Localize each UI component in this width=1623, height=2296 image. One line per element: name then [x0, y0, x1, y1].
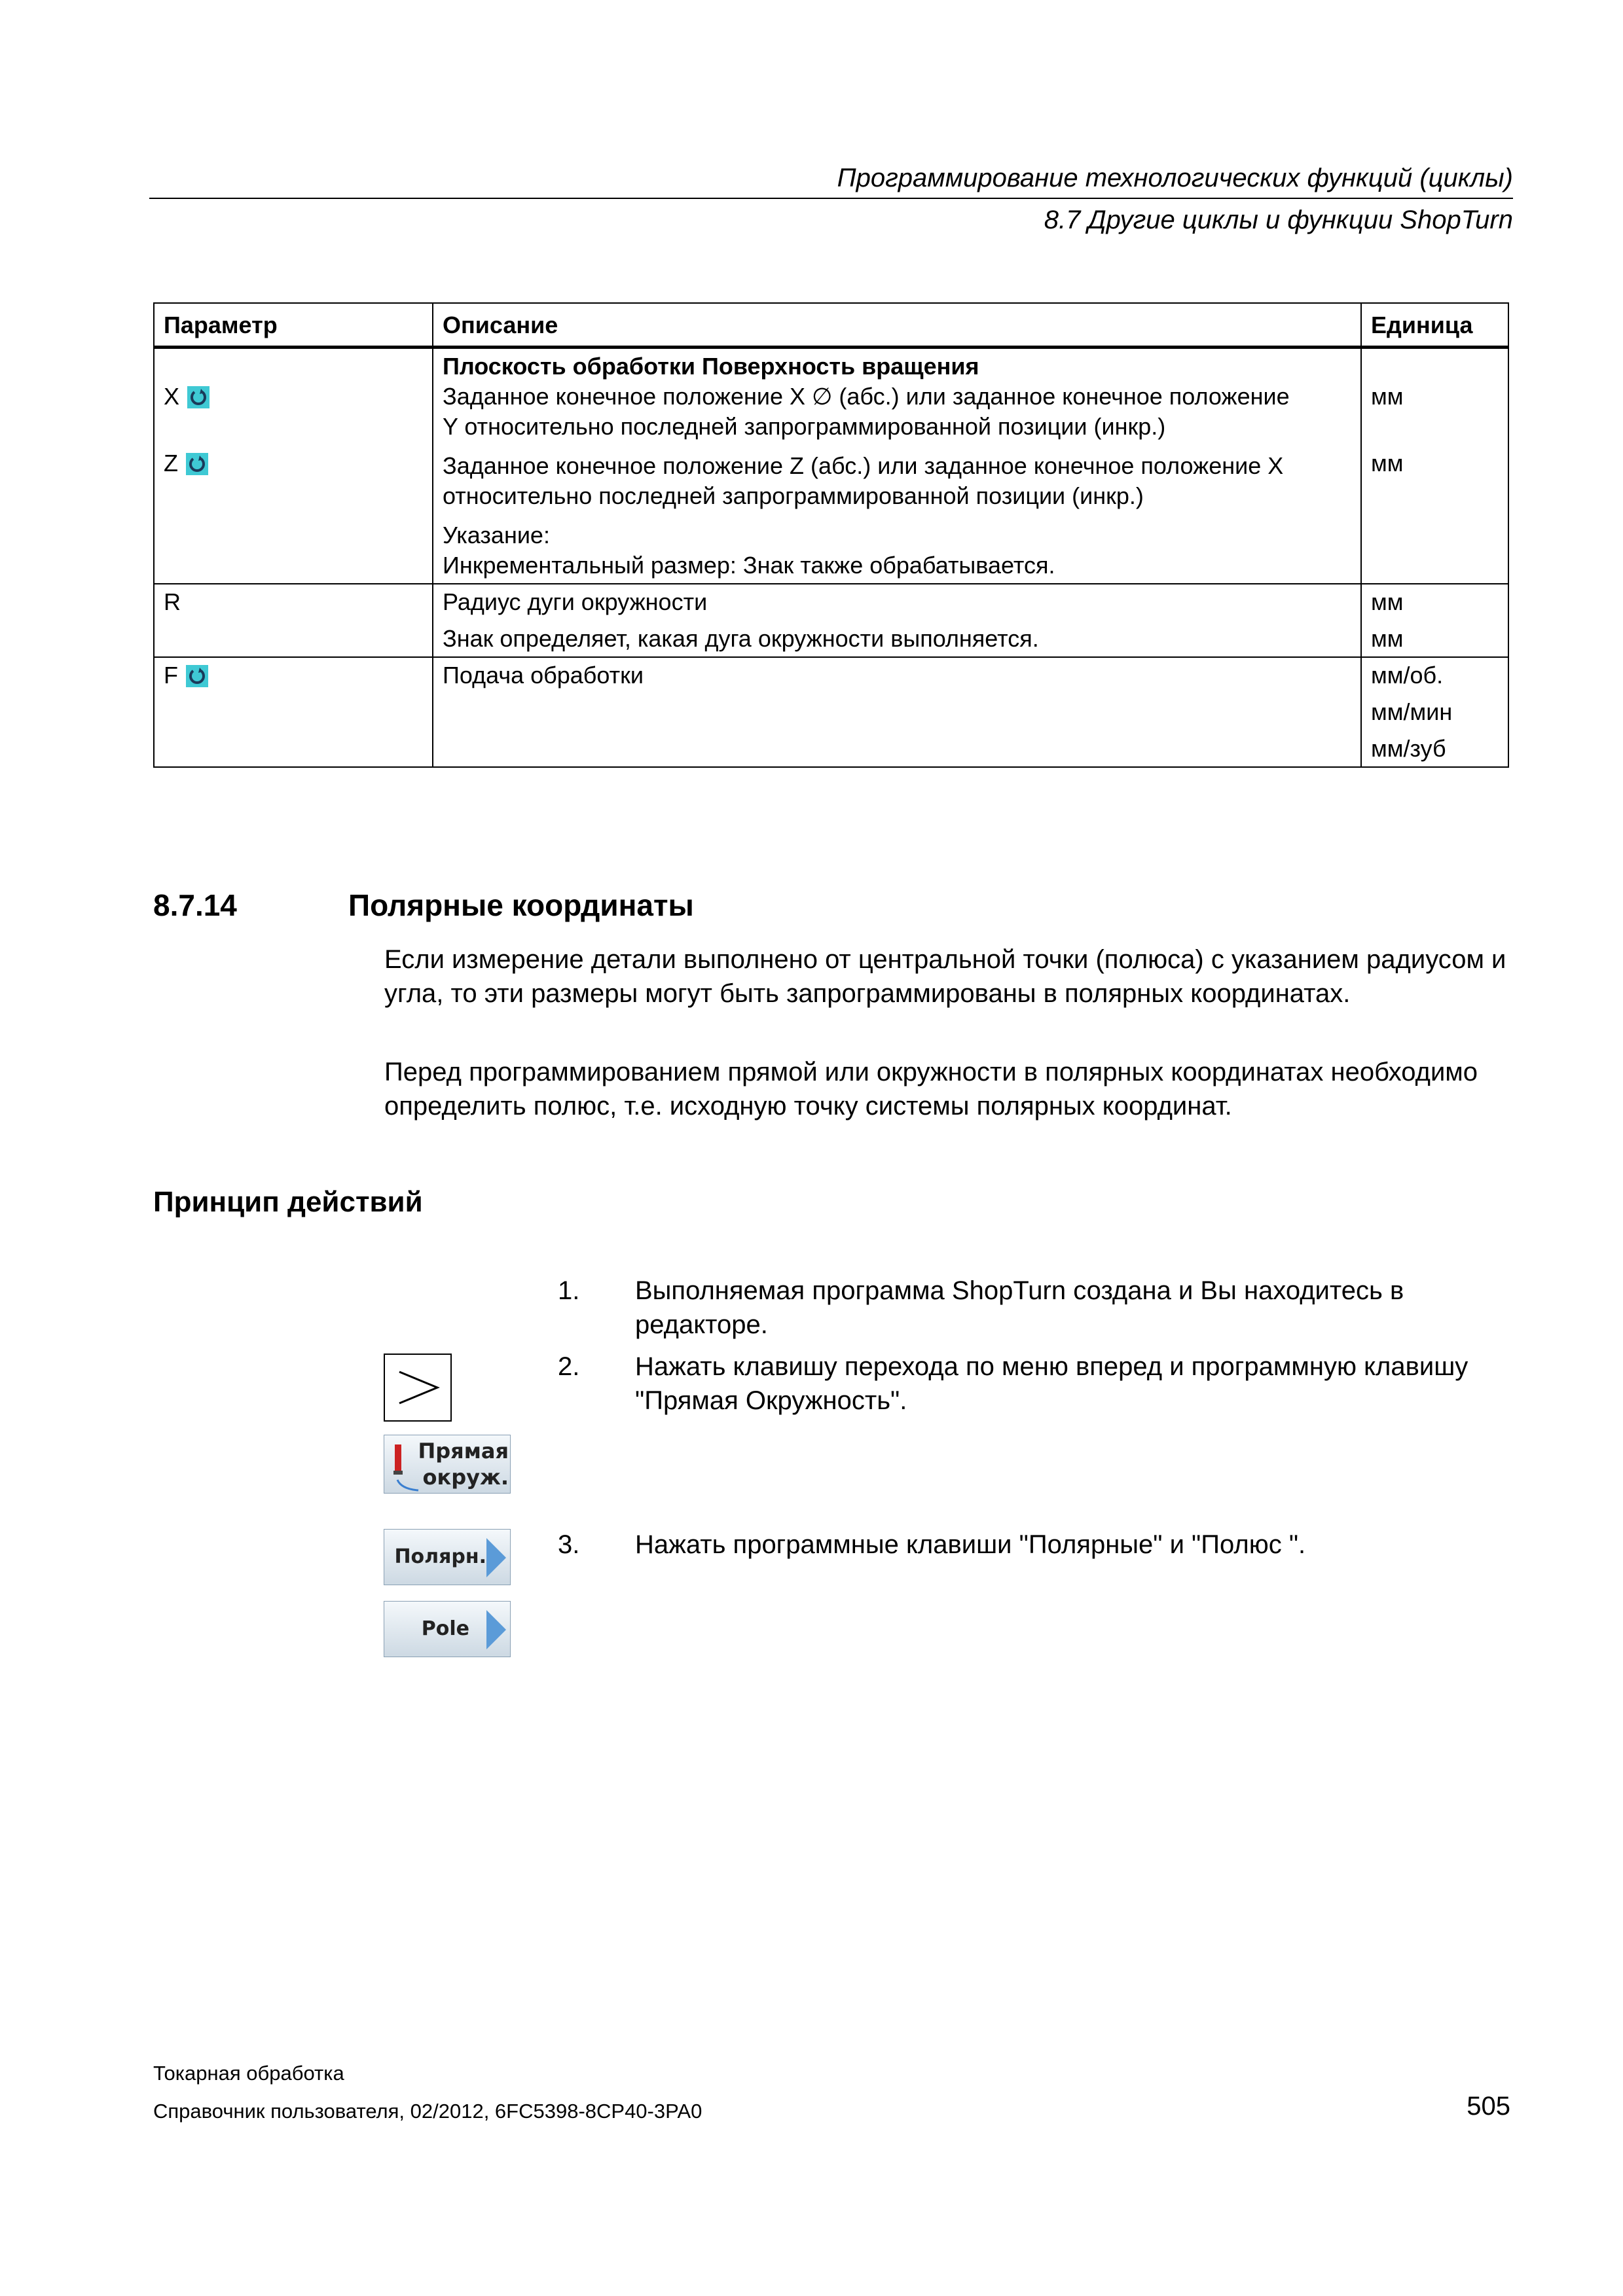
header-rule [149, 198, 1513, 199]
desc-cell-x-z [433, 348, 1361, 584]
arrow-right-icon [486, 1610, 506, 1649]
desc-z-1: Заданное конечное положение Z (абс.) или заданное конечное положение X [443, 452, 1284, 479]
unit-cell-f [1361, 657, 1508, 767]
unit-r-1: мм [1371, 588, 1404, 615]
note-label: Указание: [443, 522, 550, 548]
desc-cell-r [433, 584, 1361, 657]
arrow-right-icon [486, 1538, 506, 1577]
table-row-group-x-z [154, 348, 1508, 584]
section-number: 8.7.14 [153, 888, 237, 922]
pole-softkey[interactable] [384, 1601, 511, 1657]
desc-x-2: Y относительно последней запрограммированной позиции (инкр.) [443, 413, 1166, 440]
section-title-header: 8.7 Другие циклы и функции ShopTurn [1044, 206, 1513, 234]
step-number-1: 1. [558, 1276, 580, 1305]
polar-softkey[interactable] [384, 1529, 511, 1585]
unit-cell-r [1361, 584, 1508, 657]
principle-heading: Принцип действий [153, 1186, 423, 1218]
step-text-1: Выполняемая программа ShopTurn создана и Вы находитесь в редакторе. [635, 1276, 1404, 1339]
cycle-toggle-icon [186, 665, 208, 687]
step-number-3: 3. [558, 1530, 580, 1559]
unit-z: мм [1371, 450, 1404, 476]
note-text: Инкрементальный размер: Знак также обрабатывается. [443, 552, 1055, 579]
table-header-row [154, 303, 1508, 348]
table-row-r [154, 584, 1508, 657]
param-f-label: F [164, 662, 178, 689]
step-text-3: Нажать программные клавиши "Полярные" и "Полюс ". [635, 1530, 1306, 1559]
param-z [164, 448, 423, 478]
footer-book-title: Токарная обработка [153, 2062, 344, 2085]
param-x-label: X [164, 383, 180, 410]
footer-edition: Справочник пользователя, 02/2012, 6FC5398-8CP40-3PA0 [153, 2100, 702, 2123]
intro-paragraph-2: Перед программированием прямой или окружности в полярных координатах необходимо определить полюс, т.е. исходную точку системы полярных координат. [384, 1058, 1478, 1121]
step-number-2: 2. [558, 1352, 580, 1381]
unit-f-3: мм/зуб [1371, 735, 1446, 762]
desc-f-1: Подача обработки [443, 662, 644, 689]
cycle-toggle-icon [186, 453, 208, 475]
line-circle-label-1: Прямая [418, 1439, 509, 1463]
desc-x-1: Заданное конечное положение X ∅ (абс.) или заданное конечное положение [443, 383, 1290, 410]
col-header-description: Описание [433, 303, 1361, 348]
unit-f-2: мм/мин [1371, 698, 1453, 725]
section-heading: Полярные координаты [348, 888, 694, 922]
unit-r-2: мм [1371, 625, 1404, 652]
menu-forward-icon [385, 1355, 450, 1420]
page-number: 505 [1467, 2092, 1510, 2121]
cycle-toggle-icon [187, 386, 210, 408]
param-r: R [154, 584, 433, 657]
param-f [164, 660, 423, 691]
param-x [164, 382, 423, 412]
desc-z-2: относительно последней запрограммированной позиции (инкр.) [443, 482, 1144, 509]
line-circle-label-2: окруж. [422, 1465, 509, 1490]
unit-cell-x-z [1361, 348, 1508, 584]
unit-f-1: мм/об. [1371, 662, 1444, 689]
param-cell-x-z [154, 348, 433, 584]
step-text-2: Нажать клавишу перехода по меню вперед и программную клавишу "Прямая Окружность". [635, 1352, 1468, 1415]
line-circle-softkey[interactable] [384, 1435, 511, 1494]
desc-cell-f [433, 657, 1361, 767]
col-header-parameter: Параметр [154, 303, 433, 348]
group-title: Плоскость обработки Поверхность вращения [443, 353, 979, 380]
polar-label: Полярн. [394, 1545, 486, 1568]
desc-r-2: Знак определяет, какая дуга окружности выполняется. [443, 625, 1039, 652]
pole-label: Pole [421, 1617, 469, 1640]
table-row-f [154, 657, 1508, 767]
col-header-unit: Единица [1361, 303, 1508, 348]
param-cell-f [154, 657, 433, 767]
parameter-table [153, 302, 1509, 768]
intro-paragraph-1: Если измерение детали выполнено от центральной точки (полюса) с указанием радиусом и угла, то эти размеры могут быть запрограммированы в полярных координатах. [384, 945, 1506, 1008]
chapter-title: Программирование технологических функций (циклы) [837, 164, 1513, 192]
menu-forward-key[interactable] [384, 1354, 452, 1422]
param-z-label: Z [164, 450, 178, 476]
desc-r-1: Радиус дуги окружности [443, 588, 708, 615]
unit-x: мм [1371, 383, 1404, 410]
